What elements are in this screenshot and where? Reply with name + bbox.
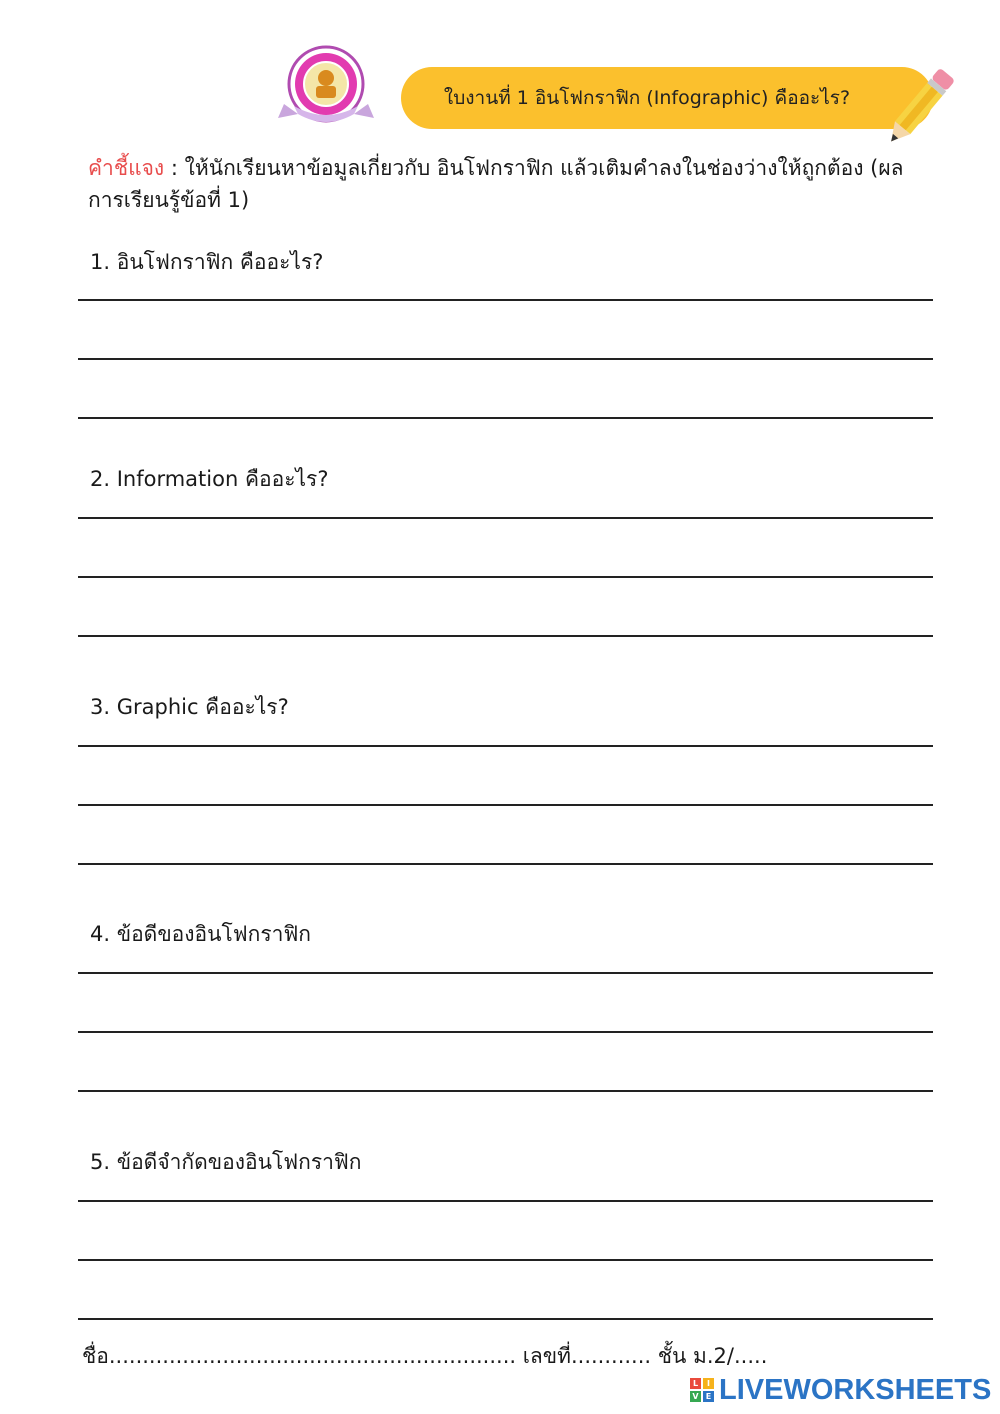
liveworksheets-watermark [690,1374,991,1406]
question-5: 5. ข้อดีจำกัดของอินโฟกราฟิก [90,1150,362,1174]
logo-tile: L [690,1378,701,1389]
question-4: 4. ข้อดีของอินโฟกราฟิก [90,922,312,946]
school-crest-icon [276,44,376,128]
answer-line[interactable] [78,972,933,974]
answer-line[interactable] [78,299,933,301]
answer-line[interactable] [78,1200,933,1202]
answer-line[interactable] [78,804,933,806]
logo-tile: E [703,1391,714,1402]
instructions-label: คำชี้แจง [88,156,165,180]
question-1: 1. อินโฟกราฟิก คืออะไร? [90,250,324,274]
answer-line[interactable] [78,1090,933,1092]
answer-line[interactable] [78,1318,933,1320]
answer-line[interactable] [78,745,933,747]
instructions-text: ให้นักเรียนหาข้อมูลเกี่ยวกับ อินโฟกราฟิก แล้วเติมคำลงในช่องว่างให้ถูกต้อง (ผลการเรียนรู้ข้อที่ 1) [88,156,904,212]
question-3: 3. Graphic คืออะไร? [90,695,289,719]
pencil-icon [880,66,960,148]
answer-line[interactable] [78,358,933,360]
worksheet-title-banner [401,67,933,129]
watermark-text: LIVEWORKSHEETS [719,1373,992,1406]
student-info-field[interactable]: ชื่อ............................................................. เลขที่............ ชั้น ม.2/..... [82,1344,768,1368]
answer-line[interactable] [78,1031,933,1033]
logo-tile: V [690,1391,701,1402]
instructions [88,152,938,216]
instructions-separator: : [164,156,185,180]
question-2: 2. Information คืออะไร? [90,467,329,491]
answer-line[interactable] [78,863,933,865]
answer-line[interactable] [78,635,933,637]
liveworksheets-logo-icon [690,1378,714,1402]
answer-line[interactable] [78,1259,933,1261]
logo-tile: I [703,1378,714,1389]
answer-line[interactable] [78,517,933,519]
answer-line[interactable] [78,417,933,419]
answer-line[interactable] [78,576,933,578]
worksheet-title: ใบงานที่ 1 อินโฟกราฟิก (Infographic) คืออะไร? [443,87,851,109]
